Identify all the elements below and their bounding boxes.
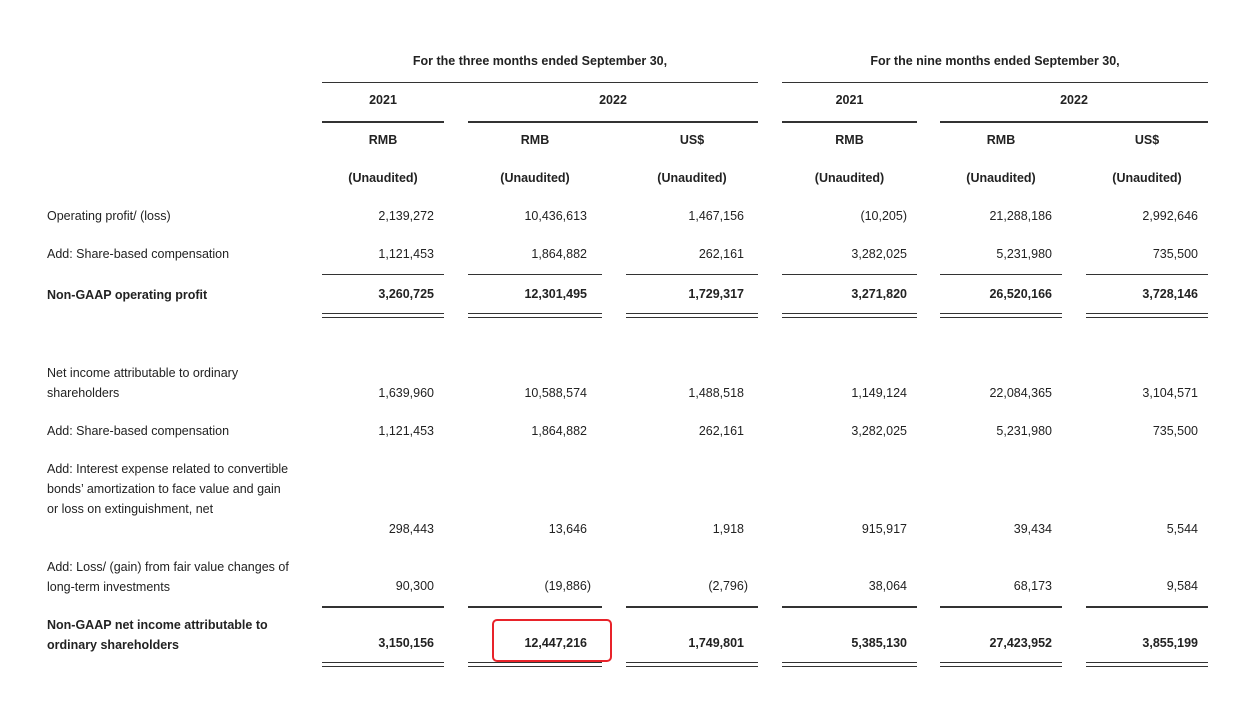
- cell-value: 298,443: [388, 522, 434, 536]
- cell-value: 5,385,130: [851, 636, 907, 650]
- cell-value: 3,260,725: [378, 287, 434, 301]
- divider: [468, 274, 602, 275]
- row-label: Operating profit/ (loss): [47, 209, 171, 223]
- row-label: Add: Interest expense related to convertible bonds’ amortization to face value and gain or loss on extinguishment, net: [47, 462, 289, 516]
- cell-value: 3,271,820: [851, 287, 907, 301]
- double-underline: [782, 662, 917, 667]
- cell-value: 915,917: [861, 522, 907, 536]
- cell-value: 2,139,272: [378, 209, 434, 223]
- divider: [468, 121, 758, 123]
- cell-value: 1,488,518: [688, 386, 744, 400]
- divider: [782, 606, 917, 608]
- cell-value: 90,300: [395, 579, 434, 593]
- cell-value: 262,161: [698, 424, 744, 438]
- cell-value: 9,584: [1166, 579, 1198, 593]
- row-label: Net income attributable to ordinary shareholders: [47, 366, 239, 400]
- year-header: 2021: [835, 93, 864, 107]
- cell-value: 5,231,980: [996, 424, 1052, 438]
- cell-value: 22,084,365: [989, 386, 1052, 400]
- cell-value: 68,173: [1013, 579, 1052, 593]
- year-header: 2022: [599, 93, 627, 107]
- cell-value: 3,282,025: [851, 247, 907, 261]
- row-label: Add: Loss/ (gain) from fair value changes of long-term investments: [47, 560, 289, 594]
- divider: [1086, 274, 1208, 275]
- cell-value: (19,886): [544, 579, 591, 593]
- double-underline: [468, 662, 602, 667]
- cell-value: 735,500: [1152, 424, 1198, 438]
- currency-header: RMB: [368, 133, 398, 147]
- cell-value: 3,282,025: [851, 424, 907, 438]
- double-underline: [322, 313, 444, 318]
- cell-value: (2,796): [708, 579, 748, 593]
- audit-header: (Unaudited): [657, 171, 727, 185]
- divider: [322, 274, 444, 275]
- cell-value: 27,423,952: [989, 636, 1052, 650]
- cell-value: 10,588,574: [524, 386, 587, 400]
- double-underline: [940, 313, 1062, 318]
- divider: [626, 606, 758, 608]
- divider: [322, 82, 758, 83]
- audit-header: (Unaudited): [966, 171, 1036, 185]
- cell-value: 39,434: [1013, 522, 1052, 536]
- cell-value: 1,149,124: [851, 386, 907, 400]
- cell-value: 262,161: [698, 247, 744, 261]
- cell-value: 1,749,801: [688, 636, 744, 650]
- audit-header: (Unaudited): [814, 171, 885, 185]
- currency-header: US$: [1134, 133, 1160, 147]
- cell-value-highlighted: 12,447,216: [524, 636, 587, 650]
- currency-header: RMB: [835, 133, 864, 147]
- year-header: 2022: [1060, 93, 1088, 107]
- cell-value: 1,639,960: [378, 386, 434, 400]
- audit-header: (Unaudited): [500, 171, 570, 185]
- double-underline: [626, 313, 758, 318]
- divider: [626, 274, 758, 275]
- cell-value: 2,992,646: [1142, 209, 1198, 223]
- double-underline: [1086, 662, 1208, 667]
- currency-header: RMB: [520, 133, 550, 147]
- cell-value: 735,500: [1152, 247, 1198, 261]
- cell-value: 1,729,317: [688, 287, 744, 301]
- audit-header: (Unaudited): [1112, 171, 1182, 185]
- cell-value: 3,728,146: [1142, 287, 1198, 301]
- currency-header: RMB: [986, 133, 1016, 147]
- cell-value: 1,864,882: [531, 247, 587, 261]
- cell-value: 5,544: [1166, 522, 1198, 536]
- audit-header: (Unaudited): [348, 171, 418, 185]
- double-underline: [626, 662, 758, 667]
- currency-header: US$: [679, 133, 705, 147]
- period-header-three-months: For the three months ended September 30,: [412, 54, 668, 68]
- divider: [940, 606, 1062, 608]
- cell-value: 1,918: [712, 522, 744, 536]
- row-label: Add: Share-based compensation: [47, 247, 230, 261]
- year-header: 2021: [369, 93, 397, 107]
- cell-value: 1,121,453: [378, 424, 434, 438]
- double-underline: [940, 662, 1062, 667]
- divider: [782, 82, 1208, 83]
- cell-value: 1,121,453: [378, 247, 434, 261]
- row-label: Add: Share-based compensation: [47, 424, 230, 438]
- double-underline: [782, 313, 917, 318]
- divider: [940, 121, 1208, 123]
- row-label: Non-GAAP operating profit: [47, 288, 208, 302]
- cell-value: 3,150,156: [378, 636, 434, 650]
- divider: [782, 121, 917, 123]
- double-underline: [468, 313, 602, 318]
- cell-value: 3,104,571: [1142, 386, 1198, 400]
- divider: [940, 274, 1062, 275]
- divider: [1086, 606, 1208, 608]
- cell-value: 1,467,156: [688, 209, 744, 223]
- double-underline: [1086, 313, 1208, 318]
- highlight-box: [492, 619, 612, 662]
- double-underline: [322, 662, 444, 667]
- cell-value: 5,231,980: [996, 247, 1052, 261]
- cell-value: 21,288,186: [989, 209, 1052, 223]
- cell-value: 10,436,613: [524, 209, 587, 223]
- period-header-nine-months: For the nine months ended September 30,: [870, 54, 1120, 68]
- divider: [322, 606, 444, 608]
- cell-value: 1,864,882: [531, 424, 587, 438]
- cell-value: 3,855,199: [1142, 636, 1198, 650]
- row-label: Non-GAAP net income attributable to ordinary shareholders: [47, 618, 268, 652]
- cell-value: 38,064: [868, 579, 907, 593]
- divider: [322, 121, 444, 123]
- cell-value: (10,205): [860, 209, 907, 223]
- cell-value: 13,646: [548, 522, 587, 536]
- cell-value: 12,301,495: [524, 287, 587, 301]
- divider: [468, 606, 602, 608]
- cell-value: 26,520,166: [989, 287, 1052, 301]
- divider: [782, 274, 917, 275]
